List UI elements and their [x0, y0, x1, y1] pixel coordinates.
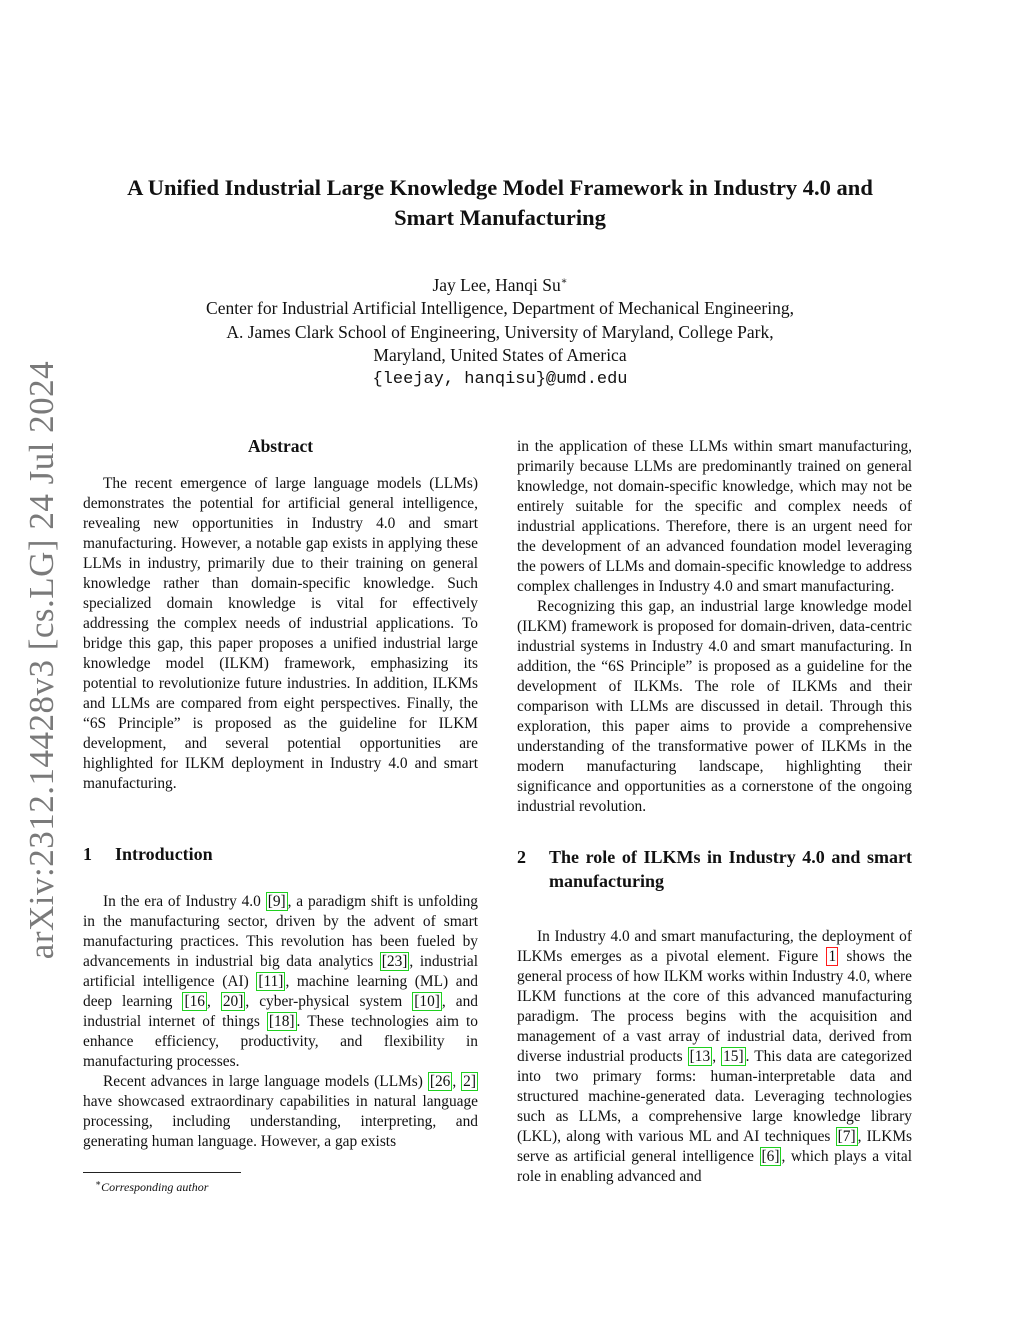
intro-paragraph-1	[83, 892, 478, 1072]
author-names	[90, 270, 910, 297]
section-2-title: The role of ILKMs in Industry 4.0 and smart manufacturing	[549, 847, 912, 891]
arxiv-sidebar	[22, 360, 62, 960]
section-1-heading	[83, 842, 478, 866]
author-list: Jay Lee, Hanqi Su	[432, 274, 561, 295]
affiliation-line-2: A. James Clark School of Engineering, University of Maryland, College Park,	[226, 321, 774, 342]
text-run: ,	[452, 1073, 462, 1090]
text-run: . This data are categorized into two primary forms: human-interpretable data and structured machine-generated data. Leveraging technologies such as LLMs, a comprehensive large knowledge library (LKL), along with various ML and AI techniques	[517, 1048, 912, 1145]
title-line-2: Smart Manufacturing	[394, 205, 606, 230]
abstract-heading: Abstract	[247, 436, 314, 456]
section-1-title: Introduction	[115, 844, 213, 864]
citation-link[interactable]: [23]	[381, 953, 408, 970]
text-run: , cyber-physical system	[245, 993, 413, 1010]
text-run: , and industrial internet of things	[83, 993, 478, 1030]
abstract-text: The recent emergence of large language models (LLMs) demonstrates the potential for artificial general intelligence, revealing new opportunities in Industry 4.0 and smart manufacturing. However, a notable gap exists in applying these LLMs in industry, primarily due to their training on general knowledge rather than domain-specific knowledge. Such specialized domain knowledge is vital for effectively addressing the complex needs of industrial applications. To bridge this gap, this paper proposes a unified industrial large knowledge model (ILKM) framework, emphasizing its potential to revolutionize future industries. In addition, ILKMs and LLMs are compared from eight perspectives. Finally, the “6S Principle” is proposed as the guideline for ILKM development, and several potential opportunities are highlighted for ILKM deployment in Industry 4.0 and smart manufacturing.	[83, 475, 478, 792]
citation-link[interactable]: [10]	[414, 993, 440, 1010]
section-2-paragraph-1	[517, 927, 912, 1187]
left-column	[83, 436, 478, 1152]
text-run: , which plays a vital role in enabling advanced and	[517, 1148, 912, 1185]
text-run: In the era of Industry 4.0	[103, 893, 266, 910]
citation-link[interactable]: [13	[689, 1048, 711, 1065]
text-run: . These technologies aim to enhance efficiency, productivity, and flexibility in manufacturing processes.	[83, 1013, 478, 1070]
intro-paragraph-2	[83, 1072, 478, 1152]
author-emails: {leejay, hanqisu}@umd.edu	[372, 369, 628, 389]
text-run: , industrial artificial intelligence (AI)	[83, 953, 478, 990]
paper-title	[90, 173, 910, 233]
text-run: , ILKMs serve as artificial general intelligence	[517, 1128, 913, 1165]
text-run: have showcased extraordinary capabilities in natural language processing, including understanding, interpreting, and generating human language. However, a gap exists	[83, 1093, 478, 1150]
text-run: ,	[712, 1048, 722, 1065]
title-line-1: A Unified Industrial Large Knowledge Model Framework in Industry 4.0 and	[127, 175, 873, 200]
text-run: , machine learning (ML) and deep learning	[83, 973, 478, 1010]
affiliation-line-3: Maryland, United States of America	[373, 345, 627, 366]
citation-link[interactable]: [11]	[258, 973, 284, 990]
figure-link[interactable]: 1	[828, 948, 837, 965]
citation-link[interactable]: [6]	[761, 1148, 780, 1165]
author-footnote-mark: ∗	[560, 276, 568, 287]
text-run: Recent advances in large language models (LLMs)	[103, 1073, 428, 1090]
citation-link[interactable]: 20]	[222, 993, 244, 1010]
recognizing-gap-paragraph: Recognizing this gap, an industrial large knowledge model (ILKM) framework is proposed for domain-driven, data-centric industrial systems in Industry 4.0 and smart manufacturing. In addition, the “6S Principle” is proposed as a guideline for the development of ILKMs. The role of ILKMs and their comparison with LLMs are discussed in detail. Through this exploration, this paper aims to provide a comprehensive understanding of the transformative power of ILKMs in the modern manufacturing landscape, highlighting their significance and opportunities as a cornerstone of the ongoing industrial revolution.	[517, 598, 912, 815]
affiliation-line-1: Center for Industrial Artificial Intelligence, Department of Mechanical Engineering,	[206, 298, 794, 319]
text-run: ,	[207, 993, 221, 1010]
right-column	[517, 437, 912, 1187]
section-1-number: 1	[83, 844, 92, 864]
citation-link[interactable]: 2]	[463, 1073, 476, 1090]
citation-link[interactable]: [18]	[268, 1013, 295, 1030]
continued-paragraph: in the application of these LLMs within smart manufacturing, primarily because LLMs are predominantly trained on general knowledge, not domain-specific knowledge, which may not be entirely suitable for the specific and complex needs of industrial applications. Therefore, there is an urgent need for the development of an advanced foundation model leveraging the powers of LLMs and domain-specific knowledge to address complex challenges in Industry 4.0 and smart manufacturing.	[517, 438, 912, 595]
text-run: In Industry 4.0 and smart manufacturing, the deployment of ILKMs emerges as a pivotal element. Figure	[517, 928, 912, 965]
citation-link[interactable]: [9]	[267, 893, 286, 910]
author-block	[90, 270, 910, 391]
footnote	[95, 1178, 208, 1195]
text-run: shows the general process of how ILKM works within Industry 4.0, where ILKM functions at the core of this advanced manufacturing paradigm. The process begins with the acquisition and management of a vast array of industrial data, derived from diverse industrial products	[517, 948, 912, 1065]
section-2-heading	[517, 845, 912, 893]
citation-link[interactable]: [16	[184, 993, 205, 1010]
footnote-divider	[83, 1172, 241, 1173]
arxiv-identifier: arXiv:2312.14428v3 [cs.LG] 24 Jul 2024	[22, 360, 62, 960]
citation-link[interactable]: [26	[429, 1073, 451, 1090]
citation-link[interactable]: 15]	[723, 1048, 744, 1065]
citation-link[interactable]: [7]	[837, 1128, 856, 1145]
section-2-number: 2	[517, 847, 526, 867]
text-run: , a paradigm shift is unfolding in the manufacturing sector, driven by the advent of smart manufacturing practices. This revolution has been fueled by advancements in industrial big data analytics	[83, 893, 479, 970]
footnote-mark: ∗	[95, 1178, 102, 1188]
footnote-text: Corresponding author	[101, 1180, 209, 1194]
